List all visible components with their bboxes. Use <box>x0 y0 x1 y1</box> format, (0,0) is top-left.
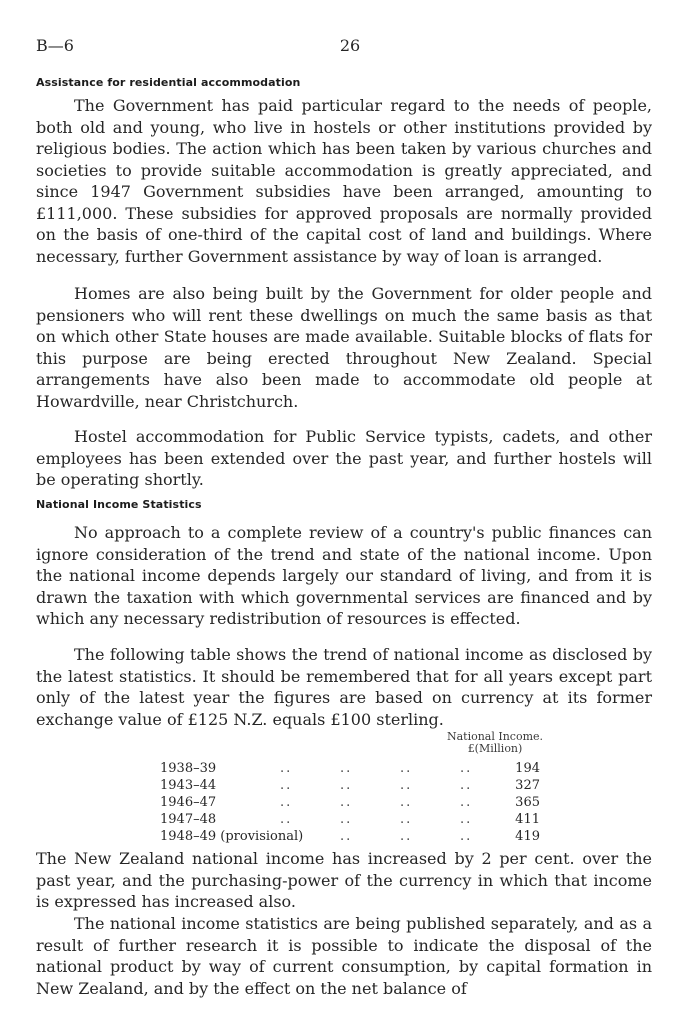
table-cell-value: 411 <box>515 812 540 827</box>
paragraph-national-income-1: No approach to a complete review of a country's public finances can ignore consideration of the trend and state of the national income. Upon the national income depends largely our standard of living, and from it is drawn the taxation with which governmental services are financed and by which any necessary redistribution of resources is effected. <box>36 523 652 628</box>
paragraph-accommodation-3: Hostel accommodation for Public Service typists, cadets, and other employees has been extended over the past year, and further hostels will be operating shortly. <box>36 427 652 489</box>
table-cell-year: 1943–44 <box>160 778 217 793</box>
table-cell-year: 1938–39 <box>160 761 217 776</box>
leader-dots: .. .. .. .. <box>280 778 473 793</box>
table-row <box>160 811 540 828</box>
table-cell-value: 419 <box>515 829 540 844</box>
paragraph-accommodation-1: The Government has paid particular regard to the needs of people, both old and young, who live in hostels or other institutions provided by religious bodies. The action which has been taken by various churches and societies to provide suitable accommodation is greatly appreciated, and since 1947 Government subsidies have been arranged, amounting to £111,000. These subsidies for approved proposals are normally provided on the basis of one-third of the capital cost of land and buildings. Where necessary, further Government assistance by way of loan is arranged. <box>36 96 652 266</box>
leader-dots: .. .. .. .. <box>280 795 473 810</box>
table-cell-value: 365 <box>515 795 540 810</box>
paragraph-accommodation-2: Homes are also being built by the Government for older people and pensioners who will rent these dwellings on much the same basis as that on which other State houses are made available. Suitable blocks of flats for this purpose are being erected throughout New Zealand. Special arrangements have also been made to accommodate old people at Howardville, near Christchurch. <box>36 284 652 411</box>
table-cell-year: 1947–48 <box>160 812 217 827</box>
section-heading-accommodation: Assistance for residential accommodation <box>36 76 301 89</box>
table-row <box>160 777 540 794</box>
table-row <box>160 760 540 777</box>
leader-dots: .. .. .. <box>340 829 473 844</box>
paragraph-after-table-2: The national income statistics are being published separately, and as a result of further research it is possible to indicate the disposal of the national product by way of current consumption, by capital formation in New Zealand, and by the effect on the net balance of <box>36 914 652 998</box>
table-cell-year: 1948–49 (provisional) <box>160 829 304 844</box>
table-cell-year: 1946–47 <box>160 795 217 810</box>
page-header <box>36 36 664 60</box>
document-reference: B—6 <box>36 36 74 55</box>
national-income-table <box>160 760 540 845</box>
table-row <box>160 828 540 845</box>
section-heading-national-income: National Income Statistics <box>36 498 202 511</box>
page-number: 26 <box>339 36 361 55</box>
table-cell-value: 194 <box>515 761 540 776</box>
paragraph-national-income-2: The following table shows the trend of national income as disclosed by the latest statistics. It should be remembered that for all years except part only of the latest year the figures are based on currency at its former exchange value of £125 N.Z. equals £100 sterling. <box>36 645 652 729</box>
table-column-unit: £(Million) <box>467 742 523 755</box>
table-column-header <box>410 731 580 755</box>
table-cell-value: 327 <box>515 778 540 793</box>
leader-dots: .. .. .. .. <box>280 812 473 827</box>
table-row <box>160 794 540 811</box>
paragraph-after-table-1: The New Zealand national income has increased by 2 per cent. over the past year, and the purchasing-power of the currency in which that income is expressed has increased also. <box>36 849 652 911</box>
table-column-title: National Income. <box>446 730 544 743</box>
leader-dots: .. .. .. .. <box>280 761 473 776</box>
